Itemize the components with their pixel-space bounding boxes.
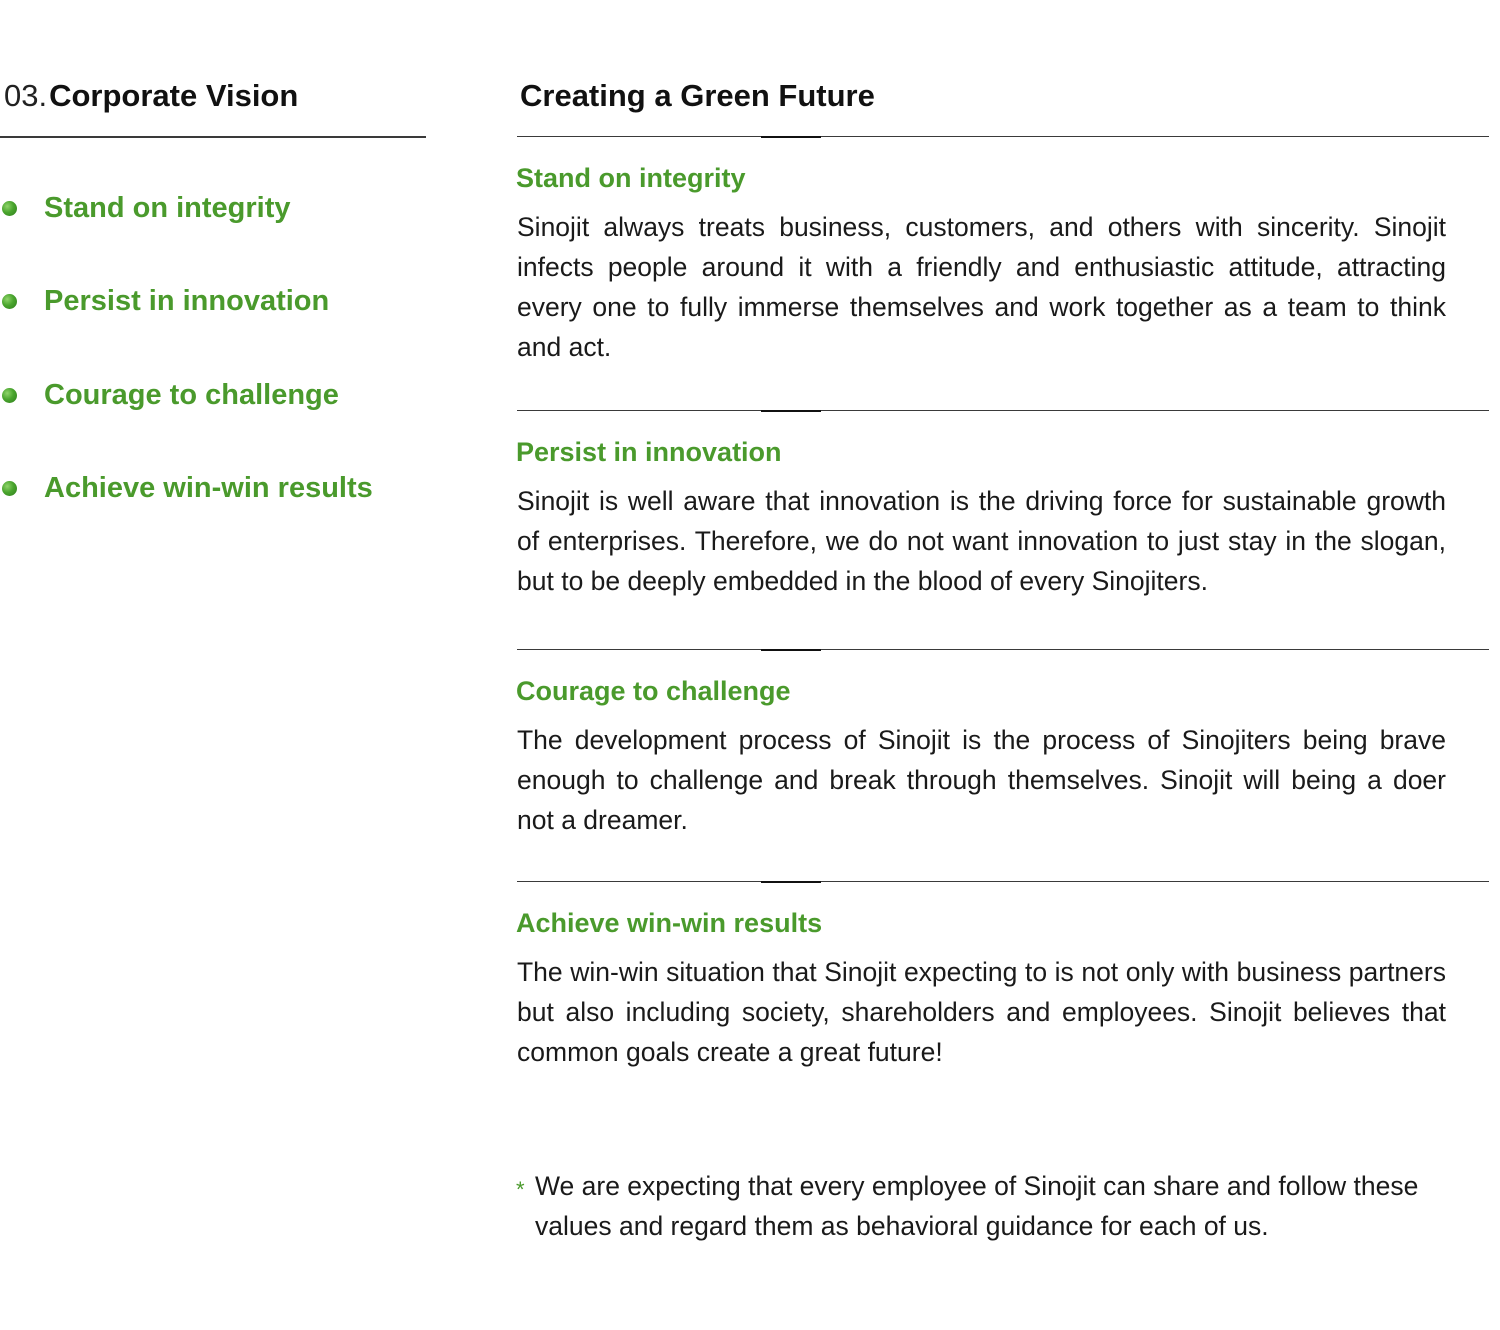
value-block-challenge [516, 673, 1446, 840]
list-item[interactable] [0, 467, 373, 511]
block-text: The development process of Sinojit is the process of Sinojiters being brave enough to challenge and break through themselves. Sinojit will being a doer not a dreamer. [517, 725, 1446, 835]
divider [517, 136, 1489, 137]
divider [517, 410, 1489, 411]
block-text: Sinojit is well aware that innovation is the driving force for sustainable growth of enterprises. Therefore, we do not want innovation to just stay in the slogan, but to be deeply embedded in the blood of every Sinojiters. [517, 486, 1446, 596]
divider [517, 881, 1489, 882]
section-heading [4, 76, 298, 116]
value-label: Achieve win-win results [44, 472, 373, 504]
list-item[interactable] [0, 280, 373, 324]
list-item[interactable] [0, 186, 373, 230]
footnote [516, 1166, 1476, 1246]
section-number: 03. [4, 78, 48, 113]
block-title: Achieve win-win results [516, 908, 823, 938]
bullet-icon [2, 201, 17, 216]
divider [517, 649, 1489, 650]
value-block-integrity [516, 160, 1446, 367]
block-title: Stand on integrity [516, 163, 746, 193]
block-title: Persist in innovation [516, 437, 782, 467]
footnote-text: We are expecting that every employee of Sinojit can share and follow these values and regard them as behavioral guidance for each of us. [535, 1171, 1419, 1241]
asterisk-icon: * [516, 1177, 525, 1202]
value-block-win-win [516, 905, 1446, 1072]
value-label: Persist in innovation [44, 285, 330, 317]
bullet-icon [2, 481, 17, 496]
list-item[interactable] [0, 373, 373, 417]
left-divider [0, 136, 426, 138]
values-list [0, 186, 373, 560]
block-title: Courage to challenge [516, 676, 791, 706]
section-title: Corporate Vision [49, 78, 299, 113]
value-block-innovation [516, 434, 1446, 601]
page-title: Creating a Green Future [520, 78, 875, 113]
value-label: Courage to challenge [44, 378, 339, 411]
block-text: Sinojit always treats business, customers, and others with sincerity. Sinojit infects people around it with a friendly and enthusiastic attitude, attracting every one to fully immerse themselves and work together as a team to think and act. [517, 212, 1446, 362]
bullet-icon [2, 294, 17, 309]
block-text: The win-win situation that Sinojit expecting to is not only with business partners but also including society, shareholders and employees. Sinojit believes that common goals create a great future! [517, 957, 1446, 1067]
value-label: Stand on integrity [44, 191, 291, 224]
bullet-icon [2, 388, 17, 403]
